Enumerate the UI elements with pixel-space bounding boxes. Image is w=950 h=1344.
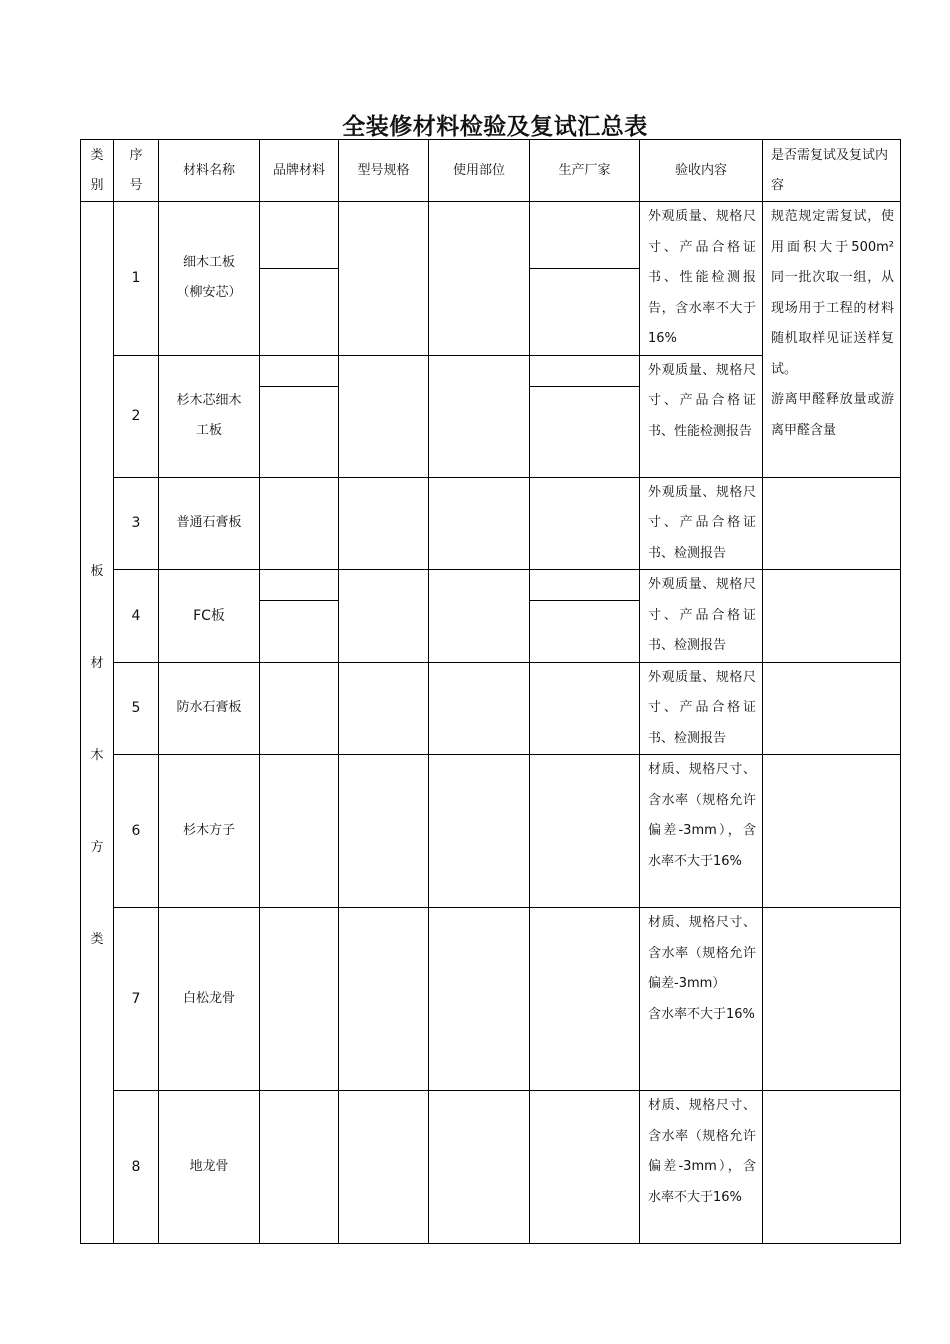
- row-inspection: 材质、规格尺寸、含水率（规格允许偏差-3mm），含水率不大于16%: [640, 1091, 763, 1244]
- model-cell: [339, 755, 429, 908]
- brand-cell: [260, 601, 339, 662]
- row-material-name: 杉木芯细木 工板: [159, 355, 260, 477]
- brand-cell: [260, 477, 339, 570]
- material-inspection-table: [80, 139, 901, 1244]
- brand-cell: [260, 355, 339, 386]
- row-inspection: 外观质量、规格尺寸、产品合格证书、检测报告: [640, 477, 763, 570]
- manufacturer-cell: [530, 202, 640, 269]
- category-cell: [81, 202, 114, 1244]
- row-seq: 7: [114, 908, 159, 1091]
- row-material-name: 杉木方子: [159, 755, 260, 908]
- header-material-name: 材料名称: [159, 140, 260, 202]
- category-label: 板 材 木 方 类: [90, 564, 104, 947]
- header-category: 类 别: [81, 140, 114, 202]
- retest-cell: [763, 908, 901, 1091]
- table-row: [81, 202, 901, 269]
- row-material-name: 普通石膏板: [159, 477, 260, 570]
- model-cell: [339, 477, 429, 570]
- retest-cell: [763, 1091, 901, 1244]
- row-inspection: 材质、规格尺寸、含水率（规格允许偏差-3mm） 含水率不大于16%: [640, 908, 763, 1091]
- table-row: [81, 1091, 901, 1244]
- row-seq: 6: [114, 755, 159, 908]
- manufacturer-cell: [530, 386, 640, 477]
- model-cell: [339, 1091, 429, 1244]
- header-use-location: 使用部位: [429, 140, 530, 202]
- table-row: [81, 755, 901, 908]
- header-row: [81, 140, 901, 202]
- header-inspection-content: 验收内容: [640, 140, 763, 202]
- row-seq: 1: [114, 202, 159, 356]
- header-manufacturer: 生产厂家: [530, 140, 640, 202]
- manufacturer-cell: [530, 355, 640, 386]
- model-cell: [339, 570, 429, 663]
- manufacturer-cell: [530, 755, 640, 908]
- location-cell: [429, 662, 530, 755]
- manufacturer-cell: [530, 908, 640, 1091]
- location-cell: [429, 1091, 530, 1244]
- brand-cell: [260, 908, 339, 1091]
- location-cell: [429, 355, 530, 477]
- model-cell: [339, 908, 429, 1091]
- table-row: [81, 477, 901, 570]
- retest-cell: [763, 477, 901, 570]
- manufacturer-cell: [530, 662, 640, 755]
- retest-cell: [763, 662, 901, 755]
- table-row: [81, 662, 901, 755]
- manufacturer-cell: [530, 1091, 640, 1244]
- row-material-name: 防水石膏板: [159, 662, 260, 755]
- row-material-name: 地龙骨: [159, 1091, 260, 1244]
- manufacturer-cell: [530, 570, 640, 601]
- manufacturer-cell: [530, 477, 640, 570]
- retest-cell: [763, 755, 901, 908]
- header-retest: 是否需复试及复试内容: [763, 140, 901, 202]
- brand-cell: [260, 755, 339, 908]
- retest-cell: [763, 570, 901, 663]
- location-cell: [429, 908, 530, 1091]
- row-seq: 4: [114, 570, 159, 663]
- manufacturer-cell: [530, 268, 640, 355]
- row-inspection: 材质、规格尺寸、含水率（规格允许偏差-3mm），含水率不大于16%: [640, 755, 763, 908]
- row-inspection: 外观质量、规格尺寸、产品合格证书、性能检测报告，含水率不大于16%: [640, 202, 763, 356]
- row-inspection: 外观质量、规格尺寸、产品合格证书、检测报告: [640, 662, 763, 755]
- row-seq: 3: [114, 477, 159, 570]
- model-cell: [339, 662, 429, 755]
- brand-cell: [260, 202, 339, 269]
- location-cell: [429, 202, 530, 356]
- row-seq: 8: [114, 1091, 159, 1244]
- row-material-name: 白松龙骨: [159, 908, 260, 1091]
- model-cell: [339, 355, 429, 477]
- location-cell: [429, 570, 530, 663]
- retest-note: 规范规定需复试，使用面积大于500m² 同一批次取一组，从现场用于工程的材料随机取样见证送样复试。 游离甲醛释放量或游离甲醛含量: [763, 202, 901, 478]
- header-model-spec: 型号规格: [339, 140, 429, 202]
- row-material-name: 细木工板 （柳安芯）: [159, 202, 260, 356]
- table-row: [81, 570, 901, 601]
- location-cell: [429, 755, 530, 908]
- location-cell: [429, 477, 530, 570]
- table-row: [81, 908, 901, 1091]
- header-seq: 序 号: [114, 140, 159, 202]
- row-seq: 2: [114, 355, 159, 477]
- row-inspection: 外观质量、规格尺寸、产品合格证书、检测报告: [640, 570, 763, 663]
- brand-cell: [260, 662, 339, 755]
- header-brand: 品牌材料: [260, 140, 339, 202]
- model-cell: [339, 202, 429, 356]
- brand-cell: [260, 1091, 339, 1244]
- brand-cell: [260, 386, 339, 477]
- manufacturer-cell: [530, 601, 640, 662]
- row-material-name: FC板: [159, 570, 260, 663]
- row-seq: 5: [114, 662, 159, 755]
- brand-cell: [260, 570, 339, 601]
- brand-cell: [260, 268, 339, 355]
- document-title: 全装修材料检验及复试汇总表: [342, 113, 648, 140]
- row-inspection: 外观质量、规格尺寸、产品合格证书、性能检测报告: [640, 355, 763, 477]
